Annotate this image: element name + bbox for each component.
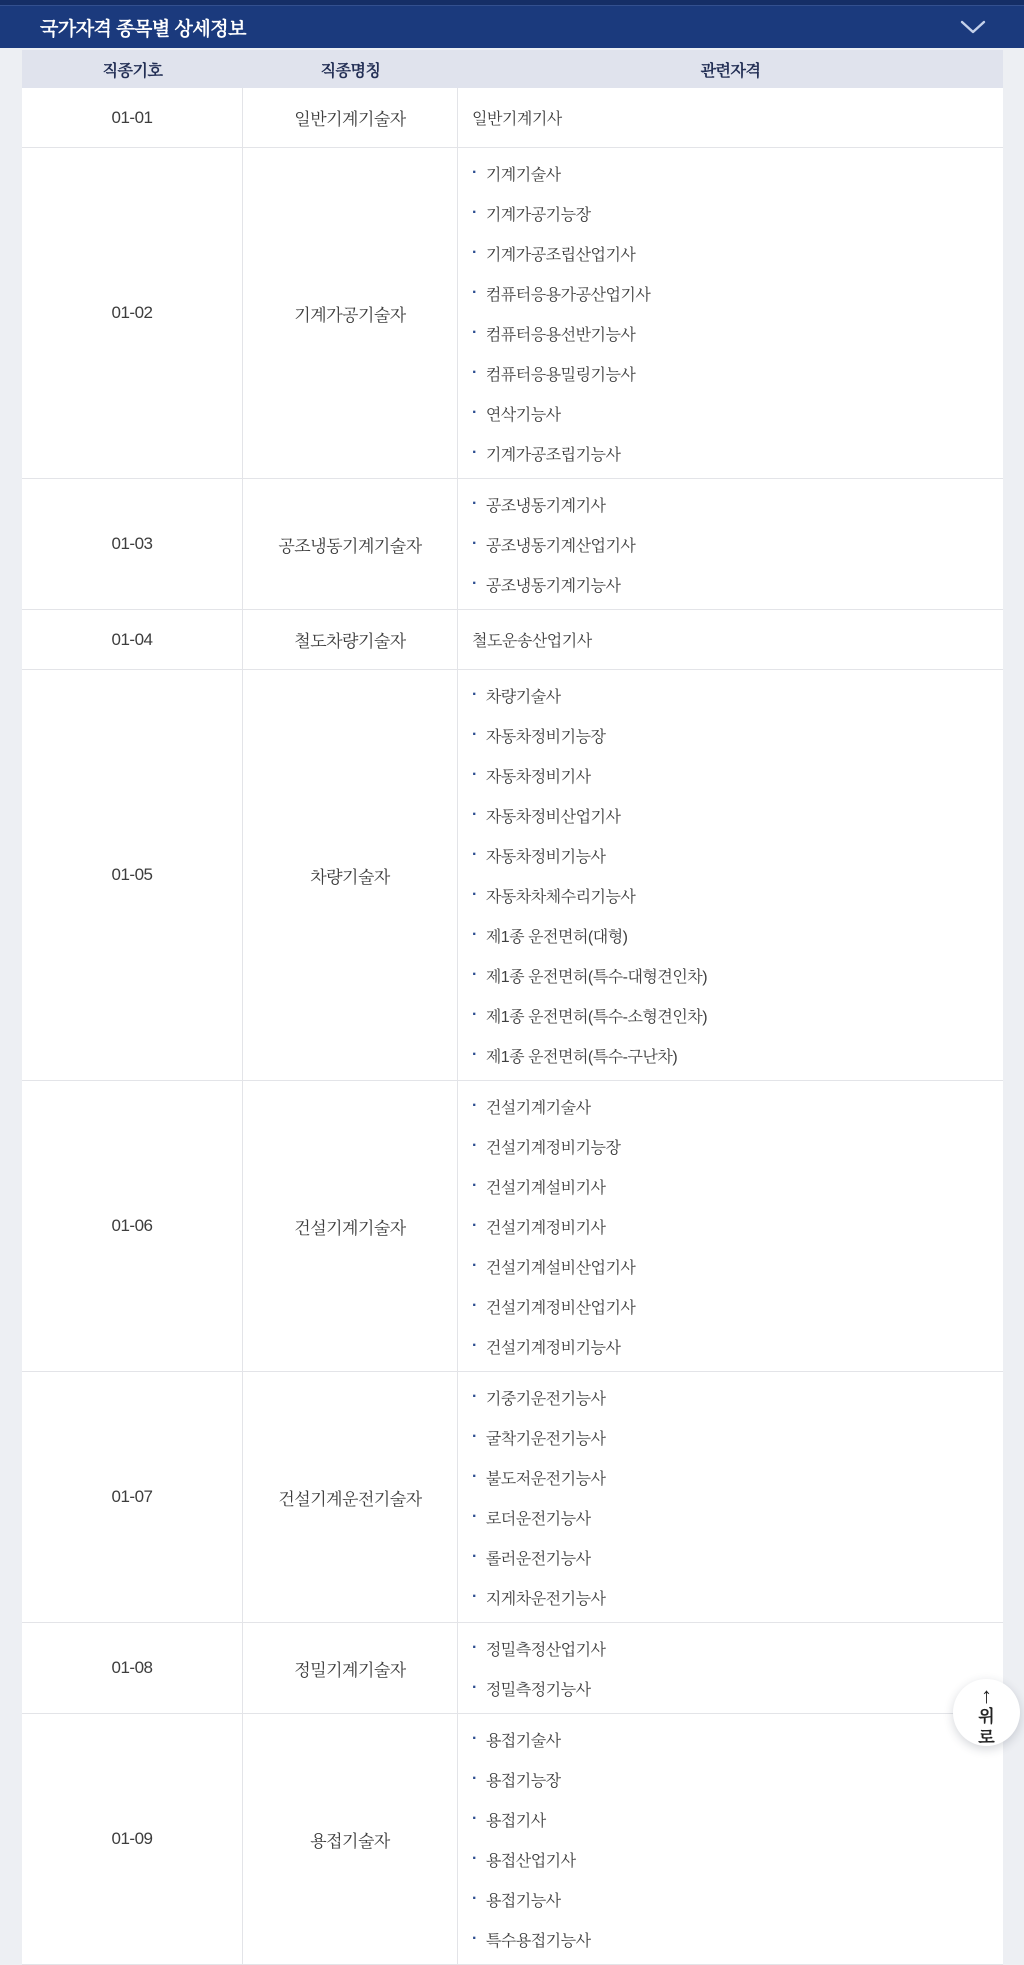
qualification-item [472, 1839, 993, 1879]
qualification-label: 기계기술사 [485, 166, 561, 184]
qualification-label: 롤러운전기능사 [485, 1550, 591, 1568]
qualification-label: 자동차정비기능장 [485, 728, 606, 746]
bullet-icon: · [472, 1588, 477, 1605]
qualification-item [472, 1799, 993, 1839]
table-row [22, 610, 1003, 670]
bullet-icon: · [472, 1297, 477, 1314]
qualification-item [472, 1719, 993, 1759]
qualification-item [472, 1166, 993, 1206]
table-body [22, 88, 1003, 1965]
qualification-item [472, 1206, 993, 1246]
bullet-icon: · [472, 495, 477, 512]
qualification-item [472, 795, 993, 835]
bullet-icon: · [472, 926, 477, 943]
qualification-label: 자동차정비산업기사 [485, 808, 621, 826]
scroll-to-top-button[interactable] [953, 1679, 1020, 1746]
qualification-item [472, 955, 993, 995]
qualification-item [472, 915, 993, 955]
cell-related-qualifications [458, 479, 1003, 609]
qualification-label: 자동차차체수리기능사 [485, 888, 636, 906]
cell-related-qualifications [458, 1623, 1003, 1713]
bullet-icon: · [472, 886, 477, 903]
qualification-label: 건설기계정비기능사 [485, 1339, 621, 1357]
qualification-label: 기계가공조립산업기사 [485, 246, 636, 264]
bullet-icon: · [472, 1428, 477, 1445]
qualification-item [472, 1035, 993, 1075]
qualification-label: 공조냉동기계산업기사 [485, 537, 636, 555]
bullet-icon: · [472, 1468, 477, 1485]
bullet-icon: · [472, 1217, 477, 1234]
qualification-item [472, 1668, 993, 1708]
bullet-icon: · [472, 1046, 477, 1063]
qualification-item [472, 675, 993, 715]
qualification-label: 제1종 운전면허(특수-소형견인차) [485, 1008, 708, 1026]
panel-header-accordion[interactable] [0, 5, 1024, 48]
bullet-icon: · [472, 806, 477, 823]
qualification-label: 건설기계설비산업기사 [485, 1259, 636, 1277]
cell-job-code: 01-01 [22, 88, 243, 147]
bullet-icon: · [472, 1850, 477, 1867]
cell-job-name: 건설기계운전기술자 [243, 1372, 458, 1622]
table-row [22, 1372, 1003, 1623]
cell-related-qualifications [458, 1714, 1003, 1964]
qualification-label: 특수용접기능사 [485, 1932, 591, 1950]
qualification-table [22, 50, 1003, 1965]
qualification-label: 건설기계정비산업기사 [485, 1299, 636, 1317]
bullet-icon: · [472, 1730, 477, 1747]
qualification-label: 용접기술사 [485, 1732, 561, 1750]
cell-job-name: 용접기술자 [243, 1714, 458, 1964]
qualification-label: 컴퓨터응용가공산업기사 [485, 286, 651, 304]
qualification-label: 자동차정비기사 [485, 768, 591, 786]
bullet-icon: · [472, 766, 477, 783]
cell-related-qualifications [458, 148, 1003, 478]
bullet-icon: · [472, 726, 477, 743]
qualification-label: 건설기계정비기사 [485, 1219, 606, 1237]
bullet-icon: · [472, 1137, 477, 1154]
qualification-item [472, 835, 993, 875]
bullet-icon: · [472, 284, 477, 301]
bullet-icon: · [472, 1177, 477, 1194]
qualification-label: 기계가공기능장 [485, 206, 591, 224]
qualification-label: 공조냉동기계기능사 [485, 577, 621, 595]
bullet-icon: · [472, 686, 477, 703]
bullet-icon: · [472, 204, 477, 221]
cell-related-qualifications [458, 1081, 1003, 1371]
table-header-row [22, 50, 1003, 88]
bullet-icon: · [472, 535, 477, 552]
cell-job-code: 01-05 [22, 670, 243, 1080]
qualification-item [472, 1628, 993, 1668]
cell-job-name: 정밀기계기술자 [243, 1623, 458, 1713]
qualification-item [472, 1577, 993, 1617]
bullet-icon: · [472, 1388, 477, 1405]
qualification-item [472, 715, 993, 755]
chevron-down-icon[interactable] [958, 18, 988, 36]
bullet-icon: · [472, 846, 477, 863]
qualification-label: 용접산업기사 [485, 1852, 576, 1870]
cell-related-qualifications [458, 88, 1003, 147]
qualification-label: 건설기계기술사 [485, 1099, 591, 1117]
qualification-label: 용접기능장 [485, 1772, 561, 1790]
bullet-icon: · [472, 1006, 477, 1023]
qualification-item [472, 393, 993, 433]
table-row [22, 479, 1003, 610]
qualification-label: 용접기사 [485, 1812, 546, 1830]
qualification-label: 건설기계설비기사 [485, 1179, 606, 1197]
qualification-label: 제1종 운전면허(대형) [485, 928, 628, 946]
qualification-item [472, 564, 993, 604]
table-row [22, 1081, 1003, 1372]
qualification-item [472, 995, 993, 1035]
qualification-item [472, 1286, 993, 1326]
qualification-label: 불도저운전기능사 [485, 1470, 606, 1488]
qualification-item [472, 875, 993, 915]
cell-job-code: 01-09 [22, 1714, 243, 1964]
bullet-icon: · [472, 244, 477, 261]
qualification-item [472, 1377, 993, 1417]
bullet-icon: · [472, 966, 477, 983]
cell-job-code: 01-04 [22, 610, 243, 669]
table-row [22, 88, 1003, 148]
qualification-item [472, 1537, 993, 1577]
qualification-item [472, 755, 993, 795]
qualification-item [472, 1326, 993, 1366]
cell-job-name: 철도차량기술자 [243, 610, 458, 669]
column-header-name: 직종명칭 [320, 62, 381, 80]
bullet-icon: · [472, 444, 477, 461]
qualification-label: 철도운송산업기사 [472, 633, 592, 650]
bullet-icon: · [472, 364, 477, 381]
qualification-item [472, 353, 993, 393]
qualification-item [472, 103, 993, 133]
panel-title: 국가자격 종목별 상세정보 [40, 18, 246, 40]
qualification-item [472, 524, 993, 564]
qualification-item [472, 193, 993, 233]
bullet-icon: · [472, 1810, 477, 1827]
qualification-item [472, 273, 993, 313]
qualification-label: 차량기술사 [485, 688, 561, 706]
qualification-label: 공조냉동기계기사 [485, 497, 606, 515]
cell-related-qualifications [458, 1372, 1003, 1622]
qualification-item [472, 433, 993, 473]
qualification-label: 정밀측정산업기사 [485, 1641, 606, 1659]
cell-related-qualifications [458, 610, 1003, 669]
cell-job-name: 일반기계기술자 [243, 88, 458, 147]
qualification-label: 지게차운전기능사 [485, 1590, 606, 1608]
cell-job-code: 01-06 [22, 1081, 243, 1371]
bullet-icon: · [472, 1508, 477, 1525]
qualification-label: 기계가공조립기능사 [485, 446, 621, 464]
qualification-label: 자동차정비기능사 [485, 848, 606, 866]
qualification-label: 로더운전기능사 [485, 1510, 591, 1528]
column-header-code: 직종기호 [102, 62, 163, 80]
qualification-item [472, 313, 993, 353]
bullet-icon: · [472, 324, 477, 341]
qualification-item [472, 1417, 993, 1457]
qualification-label: 컴퓨터응용밀링기능사 [485, 366, 636, 384]
bullet-icon: · [472, 1770, 477, 1787]
qualification-item [472, 1086, 993, 1126]
qualification-item [472, 233, 993, 273]
qualification-label: 건설기계정비기능장 [485, 1139, 621, 1157]
cell-job-name: 기계가공기술자 [243, 148, 458, 478]
cell-job-code: 01-03 [22, 479, 243, 609]
arrow-up-icon: ↑ [981, 1683, 992, 1708]
cell-related-qualifications [458, 670, 1003, 1080]
cell-job-name: 차량기술자 [243, 670, 458, 1080]
qualification-label: 정밀측정기능사 [485, 1681, 591, 1699]
table-row [22, 1623, 1003, 1714]
qualification-item [472, 1497, 993, 1537]
qualification-label: 일반기계기사 [472, 111, 562, 128]
qualification-label: 연삭기능사 [485, 406, 561, 424]
bullet-icon: · [472, 164, 477, 181]
qualification-label: 용접기능사 [485, 1892, 561, 1910]
qualification-label: 제1종 운전면허(특수-구난차) [485, 1048, 678, 1066]
qualification-item [472, 625, 993, 655]
table-row [22, 1714, 1003, 1965]
qualification-item [472, 1246, 993, 1286]
bullet-icon: · [472, 1337, 477, 1354]
bullet-icon: · [472, 1257, 477, 1274]
table-row [22, 670, 1003, 1081]
bullet-icon: · [472, 1097, 477, 1114]
column-header-qualifications: 관련자격 [700, 62, 761, 80]
bullet-icon: · [472, 1679, 477, 1696]
bullet-icon: · [472, 1930, 477, 1947]
cell-job-name: 공조냉동기계기술자 [243, 479, 458, 609]
scroll-to-top-label: 위로 [978, 1707, 995, 1747]
bullet-icon: · [472, 404, 477, 421]
qualification-item [472, 153, 993, 193]
qualification-label: 기중기운전기능사 [485, 1390, 606, 1408]
qualification-item [472, 1879, 993, 1919]
bullet-icon: · [472, 1639, 477, 1656]
cell-job-code: 01-08 [22, 1623, 243, 1713]
bullet-icon: · [472, 1548, 477, 1565]
cell-job-name: 건설기계기술자 [243, 1081, 458, 1371]
qualification-item [472, 1919, 993, 1959]
bullet-icon: · [472, 575, 477, 592]
bullet-icon: · [472, 1890, 477, 1907]
qualification-label: 굴착기운전기능사 [485, 1430, 606, 1448]
table-row [22, 148, 1003, 479]
qualification-item [472, 1759, 993, 1799]
cell-job-code: 01-02 [22, 148, 243, 478]
qualification-label: 컴퓨터응용선반기능사 [485, 326, 636, 344]
qualification-item [472, 484, 993, 524]
qualification-item [472, 1126, 993, 1166]
cell-job-code: 01-07 [22, 1372, 243, 1622]
qualification-item [472, 1457, 993, 1497]
qualification-label: 제1종 운전면허(특수-대형견인차) [485, 968, 708, 986]
